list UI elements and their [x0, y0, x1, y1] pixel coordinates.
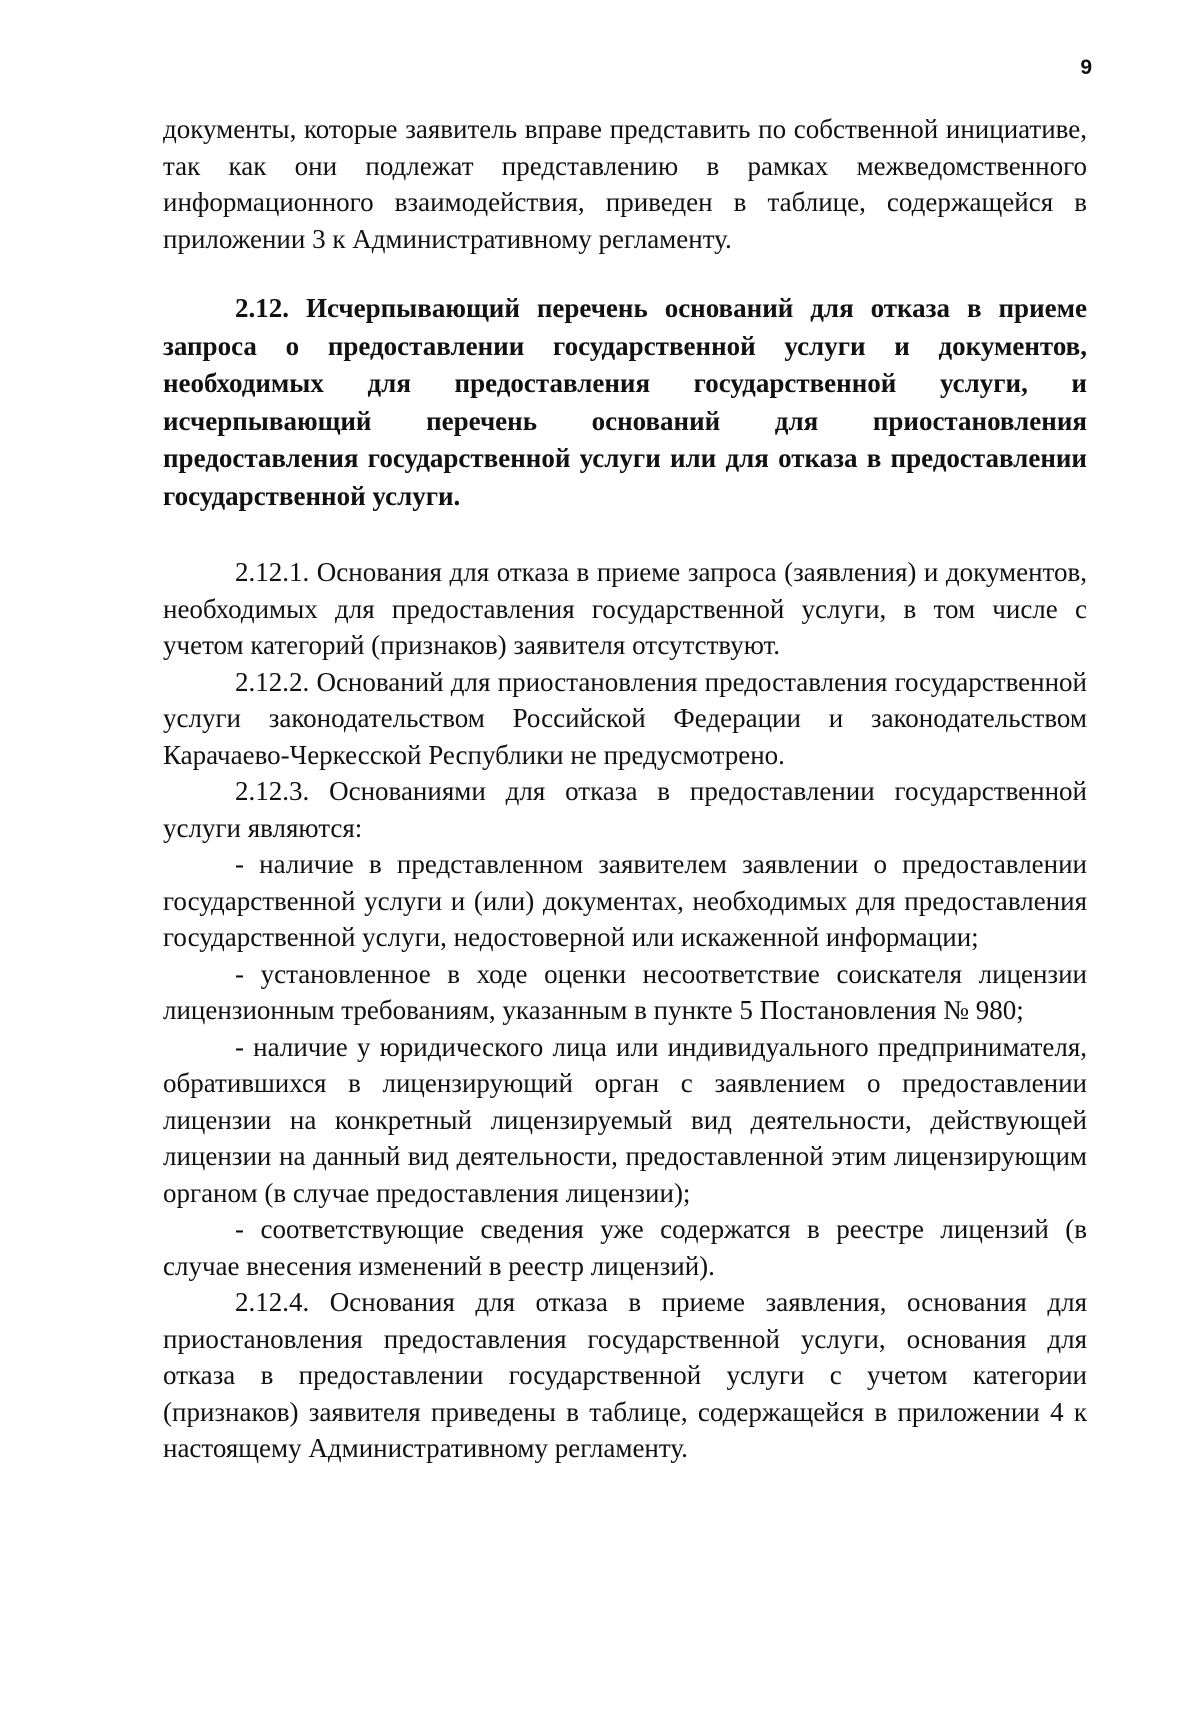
list-item-existing-license: - наличие у юридического лица или индивидуального предпринимателя, обратившихся в лицензирующий орган с заявлением о предоставлении лицензии на конкретный лицензируемый вид деятельности, действующей лицензии на данный вид деятельности, предоставленной этим лицензирующим органом (в случае предоставления лицензии); [163, 1031, 1087, 1208]
document-body [163, 111, 1087, 1467]
list-item-unreliable-information: - наличие в представленном заявителем заявлении о предоставлении государственной услуги и (или) документах, необходимых для предоставления государственной услуги, недостоверной или искаженной информации; [163, 849, 1087, 952]
paragraph-2-12-3: 2.12.3. Основаниями для отказа в предоставлении государственной услуги являются: [163, 776, 1087, 843]
list-item-registry-information: - соответствующие сведения уже содержатся в реестре лицензий (в случае внесения изменений в реестр лицензий). [163, 1214, 1087, 1281]
section-heading-2-12: 2.12. Исчерпывающий перечень оснований для отказа в приеме запроса о предоставлении государственной услуги и документов, необходимых для предоставления государственной услуги, и исчерпывающий перечень оснований для приостановления предоставления государственной услуги или для отказа в предоставлении государственной услуги. [163, 293, 1087, 511]
list-item-license-requirements: - установленное в ходе оценки несоответствие соискателя лицензии лицензионным требованиям, указанным в пункте 5 Постановления № 980; [163, 958, 1087, 1025]
page-number: 9 [1080, 56, 1092, 79]
paragraph-2-12-4: 2.12.4. Основания для отказа в приеме заявления, основания для приостановления предоставления государственной услуги, основания для отказа в предоставлении государственной услуги с учетом категории (признаков) заявителя приведены в таблице, содержащейся в приложении 4 к настоящему Административному регламенту. [163, 1287, 1087, 1463]
paragraph-2-12-1: 2.12.1. Основания для отказа в приеме запроса (заявления) и документов, необходимых для предоставления государственной услуги, в том числе с учетом категорий (признаков) заявителя отсутствуют. [163, 557, 1087, 660]
paragraph-documents-initiative: документы, которые заявитель вправе представить по собственной инициативе, так как они подлежат представлению в рамках межведомственного информационного взаимодействия, приведен в таблице, содержащейся в приложении 3 к Административному регламенту. [163, 114, 1087, 254]
paragraph-2-12-2: 2.12.2. Оснований для приостановления предоставления государственной услуги законодательством Российской Федерации и законодательством Карачаево-Черкесской Республики не предусмотрено. [163, 666, 1087, 770]
